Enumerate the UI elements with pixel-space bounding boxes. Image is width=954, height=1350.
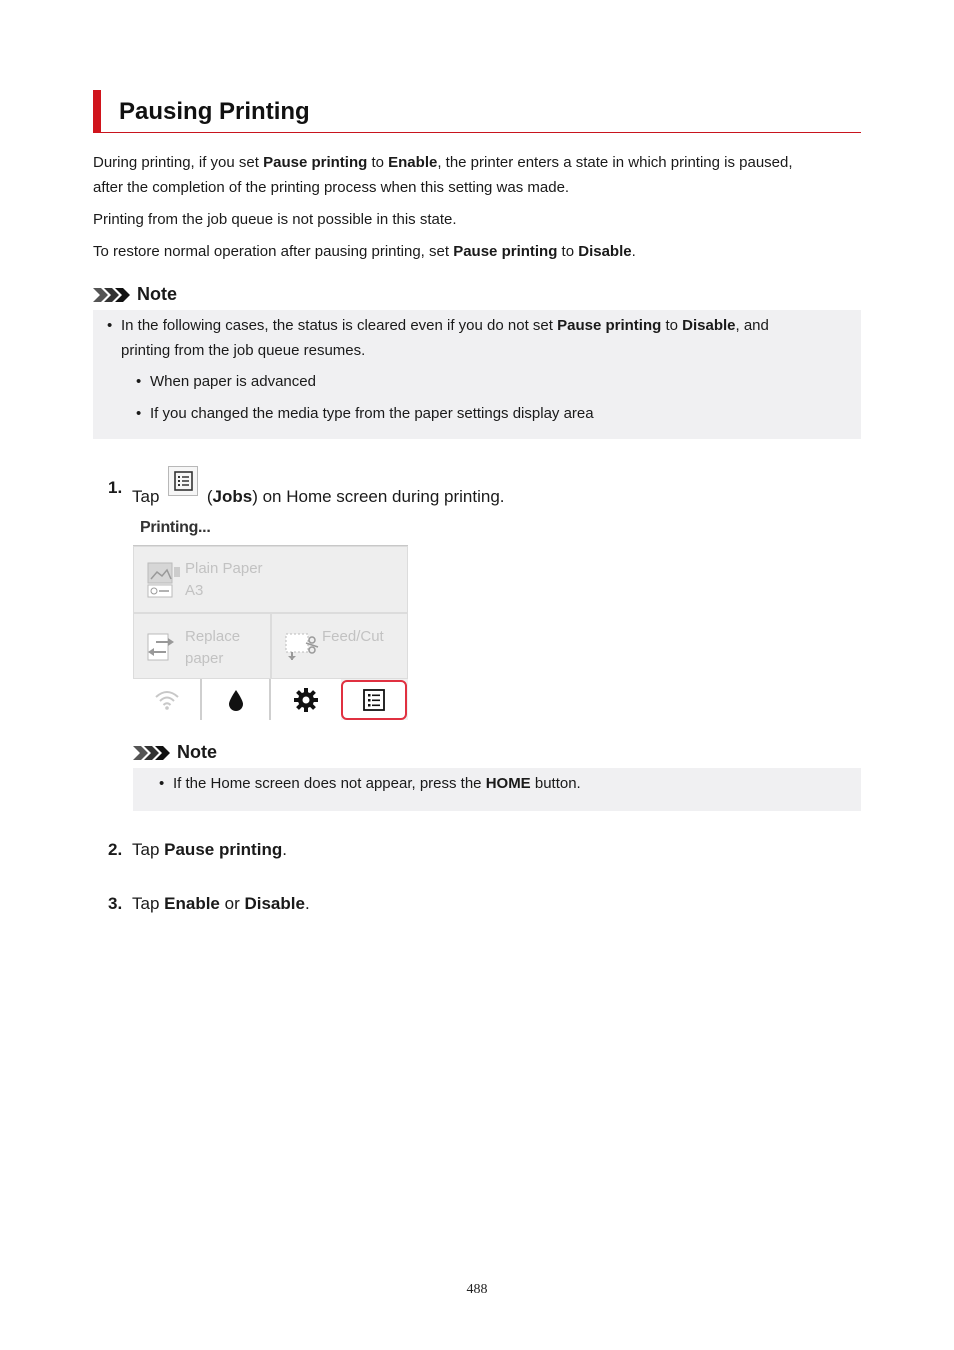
screen-title: Printing... (140, 519, 211, 536)
replace-paper-icon (146, 632, 176, 662)
jobs-list-icon (361, 687, 387, 713)
jobs-icon (168, 466, 198, 496)
screen-body (133, 545, 408, 720)
note-chevrons-icon (93, 286, 131, 304)
page-title (93, 90, 861, 133)
feed-cut-icon (284, 630, 320, 662)
note-box-1: • In the following cases, the status is cleared even if you do not set Pause printing to Disable, and printing from the job queue resumes. • When paper is advanced • If you changed the media type from the paper settings display area (93, 310, 861, 439)
note-box-2: • If the Home screen does not appear, press the HOME button. (133, 768, 861, 811)
paper-settings-tile[interactable]: Plain Paper A3 (133, 546, 408, 613)
note-heading-2 (133, 742, 217, 763)
gear-icon (293, 687, 319, 713)
ink-button[interactable] (202, 679, 271, 720)
note-label: Note (137, 284, 177, 304)
note-heading-1 (93, 284, 177, 305)
ink-drop-icon (227, 689, 245, 711)
intro-paragraph-2: Printing from the job queue is not possible in this state. (93, 211, 457, 228)
settings-button[interactable] (271, 679, 341, 720)
page-number: 488 (466, 1282, 488, 1297)
page-heading: Pausing Printing (119, 98, 310, 125)
paper-roll-icon (146, 561, 186, 599)
intro-paragraph-1: During printing, if you set Pause printing to Enable, the printer enters a state in which printing is paused, after the completion of the printing process when this setting was made. (93, 154, 793, 196)
feed-cut-tile[interactable]: Feed/Cut (271, 613, 408, 679)
title-accent-bar (93, 90, 101, 133)
wifi-icon (154, 689, 180, 711)
note-label: Note (177, 742, 217, 762)
jobs-button[interactable] (341, 680, 407, 720)
note-chevrons-icon (133, 744, 171, 762)
intro-paragraph-3: To restore normal operation after pausing printing, set Pause printing to Disable. (93, 243, 636, 260)
printer-home-screen (133, 517, 408, 719)
wifi-button[interactable] (133, 679, 202, 720)
replace-paper-tile[interactable]: Replace paper (133, 613, 271, 679)
